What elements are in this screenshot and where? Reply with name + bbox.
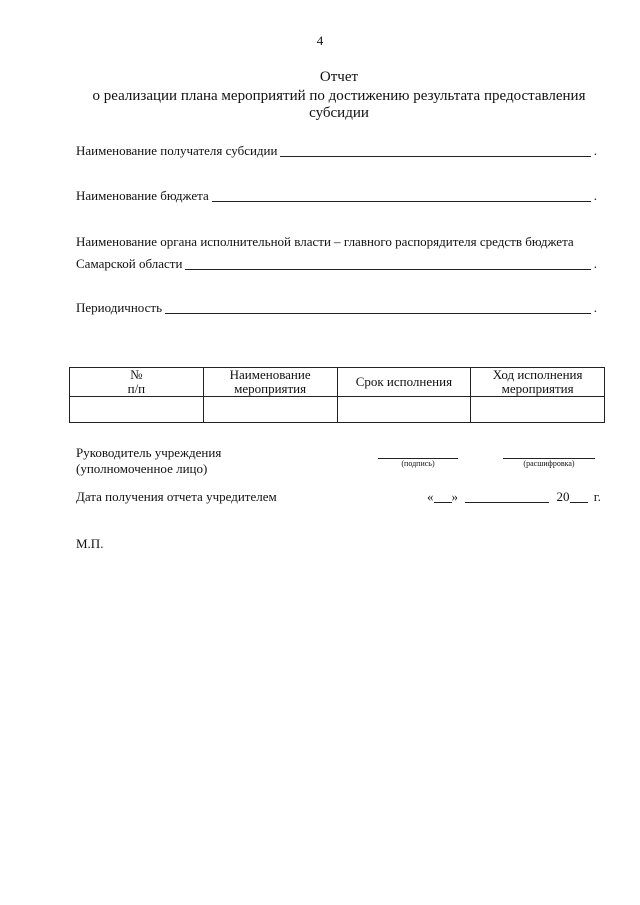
year-blank[interactable] (570, 490, 588, 503)
year-prefix: 20 (556, 489, 570, 504)
recipient-label: Наименование получателя субсидии (76, 143, 278, 158)
recipient-field[interactable] (76, 143, 597, 159)
periodicity-field[interactable] (76, 300, 597, 316)
periodicity-label: Периодичность (76, 300, 163, 315)
col-activity-header: Наименование мероприятия (203, 368, 337, 397)
table-cell-number[interactable] (70, 397, 204, 423)
col-deadline-header: Срок исполнения (337, 368, 471, 397)
table-header-row (70, 368, 605, 397)
date-label: Дата получения отчета учредителем (76, 489, 277, 504)
authority-blank-line[interactable] (185, 257, 590, 270)
page-number: 4 (316, 33, 324, 48)
authority-end-mark: . (593, 256, 597, 271)
table-row (70, 397, 605, 423)
recipient-end-mark: . (593, 143, 597, 158)
budget-label: Наименование бюджета (76, 188, 209, 203)
head-label-line1: Руководитель учреждения (76, 445, 222, 460)
report-subtitle-line2: субсидии (309, 105, 369, 121)
year-suffix: г. (593, 489, 601, 504)
table-cell-deadline[interactable] (337, 397, 471, 423)
head-label-line2: (уполномоченное лицо) (76, 461, 208, 476)
date-fields (427, 489, 601, 505)
authority-label-line1: Наименование органа исполнительной власти – главного распорядителя средств бюджета (76, 234, 574, 249)
month-blank[interactable] (465, 490, 549, 503)
day-blank[interactable] (434, 490, 452, 503)
authority-label-line2: Самарской области (76, 256, 183, 271)
date-open-quote: « (427, 489, 434, 504)
report-subtitle-line1: о реализации плана мероприятий по достижению результата предоставления (92, 88, 586, 104)
stamp-place: М.П. (76, 536, 104, 551)
activities-table (69, 367, 605, 423)
col-progress-header: Ход исполнения мероприятия (471, 368, 605, 397)
authority-field[interactable] (76, 256, 597, 272)
budget-field[interactable] (76, 188, 597, 204)
signature-caption: (подпись) (401, 459, 435, 468)
col-number-header: № п/п (70, 368, 204, 397)
budget-end-mark: . (593, 188, 597, 203)
periodicity-end-mark: . (593, 300, 597, 315)
table-cell-progress[interactable] (471, 397, 605, 423)
report-title: Отчет (319, 69, 359, 85)
budget-blank-line[interactable] (212, 189, 591, 202)
decode-caption: (расшифровка) (523, 459, 575, 468)
date-close-quote: » (451, 489, 458, 504)
recipient-blank-line[interactable] (280, 144, 590, 157)
table-cell-activity[interactable] (203, 397, 337, 423)
periodicity-blank-line[interactable] (165, 301, 591, 314)
